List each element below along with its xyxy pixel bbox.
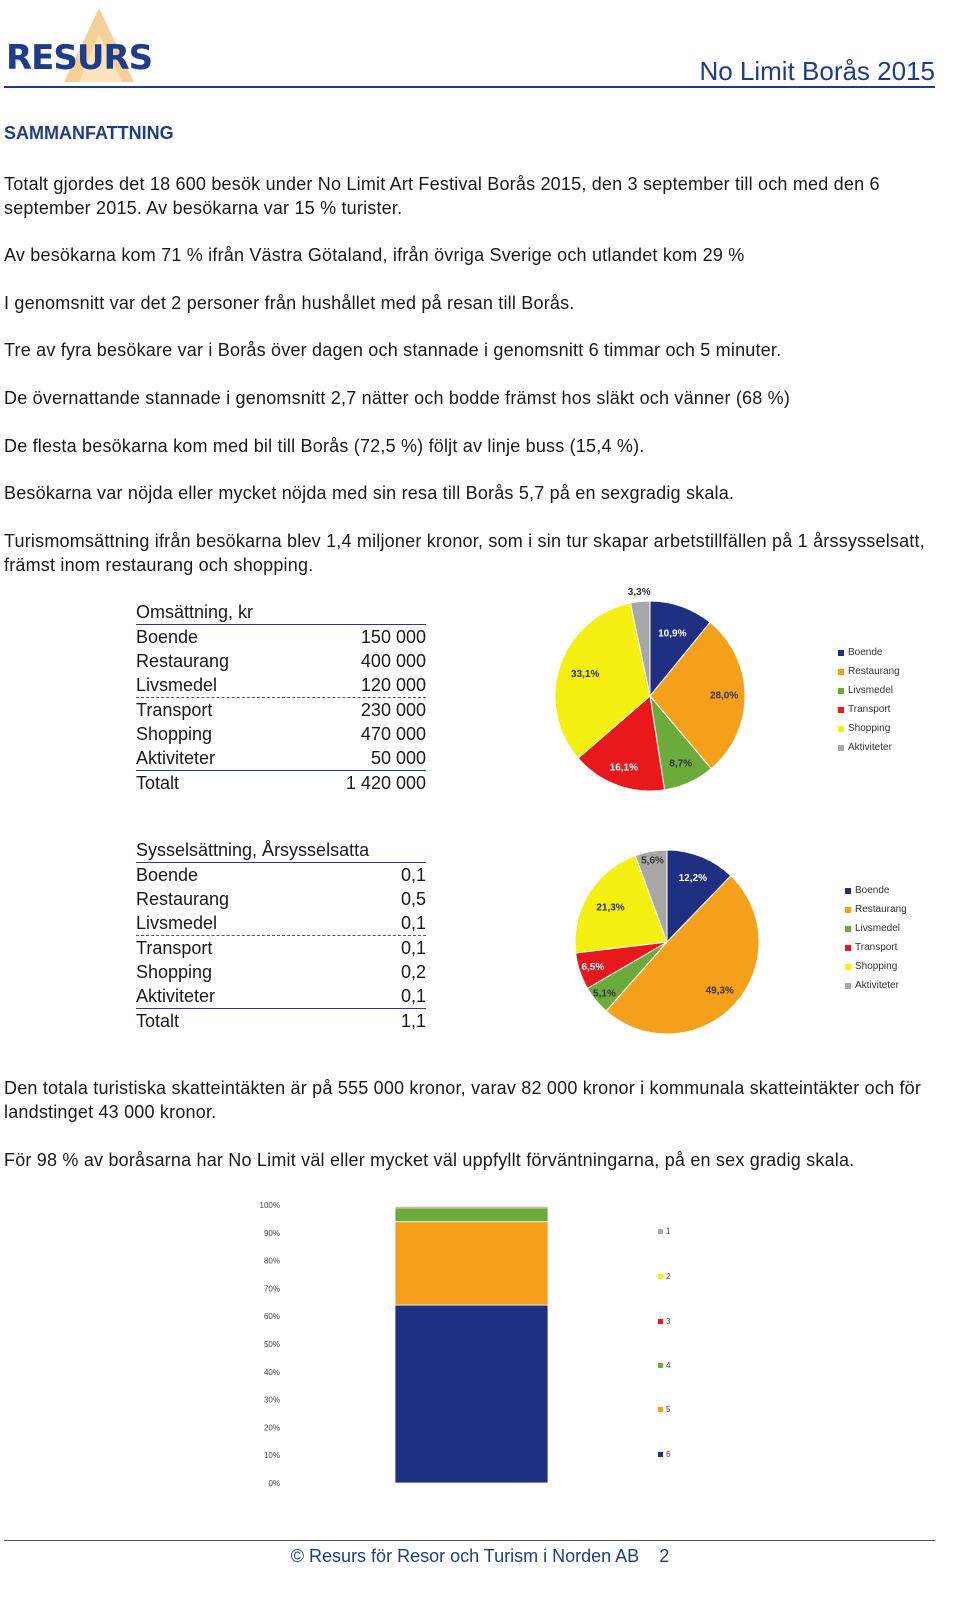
row-value: 400 000	[360, 651, 426, 671]
table-row	[136, 698, 426, 722]
legend-label: Boende	[848, 647, 883, 658]
legend-item	[838, 719, 900, 738]
y-tick-label: 50%	[263, 1340, 280, 1349]
table-heading: Sysselsättning, Årsysselsatta	[136, 840, 370, 860]
table-heading-row	[136, 600, 426, 625]
pie-data-label: 21,3%	[596, 902, 625, 914]
pie-data-label: 12,2%	[678, 873, 707, 885]
legend-item	[838, 738, 900, 757]
summary-paragraph: De övernattande stannade i genomsnitt 2,7 nätter och bodde främst hos släkt och vänner (68 %)	[4, 388, 791, 408]
pie-data-label: 5,6%	[641, 855, 664, 867]
legend-swatch	[658, 1319, 663, 1324]
table-row	[136, 984, 426, 1009]
row-label: Transport	[136, 938, 213, 958]
footer-text: © Resurs för Resor och Turism i Norden AB	[290, 1546, 640, 1566]
table-row	[136, 887, 426, 911]
legend-swatch	[845, 983, 851, 989]
row-label: Boende	[136, 627, 199, 647]
revenue-pie-chart	[540, 588, 760, 803]
row-label: Totalt	[136, 1011, 180, 1031]
page-footer	[0, 1546, 960, 1567]
legend-swatch	[838, 726, 844, 732]
y-tick-label: 20%	[263, 1423, 280, 1433]
legend-label: 6	[666, 1450, 671, 1459]
resurs-logo	[4, 4, 153, 84]
row-value: 0,5	[400, 889, 426, 909]
y-tick-label: 0%	[268, 1479, 280, 1488]
row-value: 0,1	[400, 938, 426, 958]
legend-label: Shopping	[848, 723, 891, 734]
row-label: Restaurang	[136, 889, 230, 909]
legend-item	[838, 700, 900, 719]
bar-segment-6	[395, 1305, 548, 1483]
legend-swatch	[658, 1452, 663, 1457]
y-tick-label: 30%	[263, 1395, 280, 1405]
row-label: Transport	[136, 700, 213, 720]
legend-item	[845, 900, 907, 919]
legend-swatch	[845, 945, 851, 951]
footer-divider	[4, 1540, 935, 1541]
employment-pie-legend	[845, 881, 907, 995]
table-row	[136, 673, 426, 698]
table-heading: Omsättning, kr	[136, 602, 254, 622]
employment-table	[136, 838, 426, 1033]
pie-data-label: 49,3%	[705, 985, 734, 997]
row-value: 470 000	[360, 724, 426, 744]
row-label: Restaurang	[136, 651, 230, 671]
document-title: No Limit Borås 2015	[699, 56, 935, 86]
legend-label: Transport	[848, 704, 891, 715]
legend-label: 3	[666, 1317, 671, 1326]
row-value: 1 420 000	[345, 773, 426, 793]
legend-label: Boende	[855, 885, 890, 896]
y-tick-label: 60%	[263, 1312, 280, 1322]
row-label: Totalt	[136, 773, 180, 793]
legend-label: Livsmedel	[848, 685, 894, 696]
y-tick-label: 100%	[259, 1201, 280, 1210]
bar-legend	[658, 1227, 671, 1459]
row-value: 230 000	[360, 700, 426, 720]
row-value: 150 000	[360, 627, 426, 647]
y-tick-label: 80%	[263, 1256, 280, 1266]
satisfaction-stacked-bar-chart	[250, 1195, 690, 1495]
y-tick-label: 10%	[263, 1451, 280, 1461]
pie-data-label: 8,7%	[669, 758, 693, 770]
page-number: 2	[659, 1546, 670, 1566]
legend-item	[845, 957, 907, 976]
legend-swatch	[845, 907, 851, 913]
summary-paragraph: I genomsnitt var det 2 personer från hushållet med på resan till Borås.	[4, 293, 575, 313]
pie-data-label: 6,5%	[581, 961, 605, 973]
pie-data-label: 10,9%	[658, 628, 687, 640]
legend-label: Shopping	[855, 961, 898, 972]
row-value: 1,1	[400, 1011, 426, 1031]
legend-swatch	[658, 1229, 663, 1234]
summary-paragraph: Tre av fyra besökare var i Borås över dagen och stannade i genomsnitt 6 timmar och 5 minuter.	[4, 340, 782, 360]
logo-text: RESURS	[6, 38, 153, 78]
row-label: Shopping	[136, 724, 213, 744]
table-row	[136, 722, 426, 746]
row-label: Livsmedel	[136, 913, 218, 933]
legend-swatch	[845, 964, 851, 970]
row-value: 50 000	[370, 748, 426, 768]
row-label: Boende	[136, 865, 199, 885]
legend-swatch	[658, 1407, 663, 1412]
legend-label: Aktiviteter	[848, 742, 892, 753]
y-axis	[260, 1201, 280, 1488]
row-value: 0,1	[400, 986, 426, 1006]
table-row	[136, 649, 426, 673]
legend-label: 4	[666, 1361, 671, 1370]
legend-label: 1	[666, 1227, 671, 1236]
table-row	[136, 863, 426, 887]
table-total-row	[136, 1009, 426, 1033]
legend-label: Transport	[855, 942, 898, 953]
pie-data-label: 16,1%	[609, 762, 639, 774]
legend-label: 2	[666, 1272, 671, 1281]
bar-segment-1	[395, 1205, 548, 1206]
legend-swatch	[845, 926, 851, 932]
revenue-table	[136, 600, 426, 795]
legend-swatch	[658, 1274, 663, 1279]
table-total-row	[136, 771, 426, 795]
header-divider	[4, 86, 935, 88]
legend-swatch	[838, 669, 844, 675]
bar-segments	[395, 1205, 548, 1483]
legend-label: 5	[666, 1405, 671, 1414]
legend-item	[838, 643, 900, 662]
summary-paragraph: Besökarna var nöjda eller mycket nöjda med sin resa till Borås 5,7 på en sexgradig skala.	[4, 483, 735, 503]
legend-item	[845, 976, 907, 995]
legend-item	[845, 881, 907, 900]
legend-swatch	[658, 1363, 663, 1368]
revenue-pie-legend	[838, 643, 900, 757]
legend-label: Livsmedel	[855, 923, 901, 934]
summary-paragraph: Av besökarna kom 71 % ifrån Västra Götaland, ifrån övriga Sverige och utlandet kom 29 %	[4, 245, 745, 265]
pie-slices	[575, 850, 759, 1034]
table-row	[136, 936, 426, 960]
table-row	[136, 960, 426, 984]
pie-data-label: 5,1%	[593, 988, 616, 1000]
legend-swatch	[838, 745, 844, 751]
legend-swatch	[838, 650, 844, 656]
legend-swatch	[838, 707, 844, 713]
legend-item	[845, 938, 907, 957]
bar-segment-5	[395, 1222, 548, 1305]
summary-paragraph: Totalt gjordes det 18 600 besök under No Limit Art Festival Borås 2015, den 3 september till och med den 6 september 2015. Av besökarna var 15 % turister.	[4, 174, 880, 218]
summary-paragraph: De flesta besökarna kom med bil till Borås (72,5 %) följt av linje buss (15,4 %).	[4, 436, 645, 456]
row-label: Livsmedel	[136, 675, 218, 695]
y-tick-label: 70%	[263, 1284, 280, 1294]
y-tick-label: 40%	[263, 1367, 280, 1377]
pie-data-label: 3,3%	[627, 588, 651, 599]
legend-label: Aktiviteter	[855, 980, 899, 991]
pie-data-label: 28,0%	[709, 690, 739, 702]
legend-item	[845, 919, 907, 938]
pie-data-label: 33,1%	[570, 669, 600, 681]
row-value: 0,2	[400, 962, 426, 982]
row-label: Aktiviteter	[136, 986, 216, 1006]
table-heading-row	[136, 838, 426, 863]
section-heading: SAMMANFATTNING	[4, 123, 174, 143]
row-label: Aktiviteter	[136, 748, 216, 768]
row-value: 120 000	[360, 675, 426, 695]
legend-item	[838, 681, 900, 700]
closing-paragraph: För 98 % av boråsarna har No Limit väl eller mycket väl uppfyllt förväntningarna, på en sex gradig skala.	[4, 1150, 855, 1170]
row-value: 0,1	[400, 865, 426, 885]
legend-swatch	[838, 688, 844, 694]
legend-item	[838, 662, 900, 681]
table-row	[136, 625, 426, 649]
legend-label: Restaurang	[848, 666, 900, 677]
legend-swatch	[845, 888, 851, 894]
table-row	[136, 746, 426, 771]
y-tick-label: 90%	[263, 1228, 280, 1238]
table-row	[136, 911, 426, 936]
employment-pie-chart	[555, 840, 775, 1040]
row-label: Shopping	[136, 962, 213, 982]
legend-label: Restaurang	[855, 904, 907, 915]
row-value: 0,1	[400, 913, 426, 933]
bar-segment-4	[395, 1208, 548, 1222]
closing-paragraph: Den totala turistiska skatteintäkten är på 555 000 kronor, varav 82 000 kronor i kommunala skatteintäkter och för landstinget 43 000 kronor.	[4, 1078, 922, 1122]
summary-paragraph: Turismomsättning ifrån besökarna blev 1,4 miljoner kronor, som i sin tur skapar arbetstillfällen på 1 årssysselsatt, främst inom restaurang och shopping.	[4, 531, 925, 575]
